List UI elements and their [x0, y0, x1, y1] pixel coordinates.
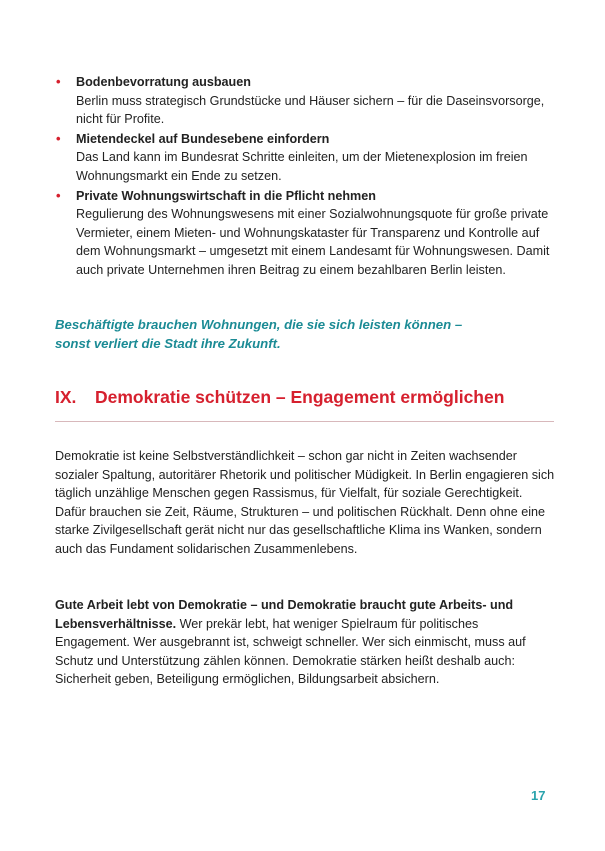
- bullet-marker: •: [56, 74, 61, 89]
- paragraph-lead: Gute Arbeit lebt von Demokratie – und Demokratie braucht gute Arbeits- und Lebensverhältnisse.: [55, 598, 514, 631]
- bullet-marker: •: [56, 130, 61, 146]
- bullet-marker: •: [56, 187, 61, 203]
- section-number: IX.: [55, 387, 77, 407]
- section-divider: [55, 421, 554, 422]
- list-item-title: Private Wohnungswirtschaft in die Pflicht nehmen: [76, 188, 376, 203]
- list-item: [55, 187, 555, 280]
- list-item: [55, 130, 555, 186]
- list-item: [55, 73, 555, 129]
- page-number: 17: [531, 788, 546, 803]
- paragraph-body: Wer prekär lebt, hat weniger Spielraum für politisches Engagement. Wer ausgebrannt ist, schweigt schneller. Wer sich einmischt, muss auf Schutz und Unterstützung zählen können. Demokratie stärken heißt deshalb auch: Sicherheit geben, Beteiligung ermöglichen, Bildungsarbeit absichern.: [55, 616, 526, 687]
- callout-line-2: sonst verliert die Stadt ihre Zukunft.: [55, 336, 281, 351]
- section-title: Demokratie schützen – Engagement ermöglichen: [95, 387, 505, 407]
- section-heading: [55, 385, 555, 409]
- list-item-title: Mietendeckel auf Bundesebene einfordern: [76, 131, 330, 146]
- paragraph-good-work: [55, 596, 555, 689]
- demand-list: [55, 73, 555, 281]
- list-item-text: Das Land kann im Bundesrat Schritte einleiten, um der Mietenexplosion im freien Wohnungsmarkt ein Ende zu setzen.: [76, 150, 528, 183]
- paragraph-democracy: Demokratie ist keine Selbstverständlichkeit – schon gar nicht in Zeiten wachsender sozialer Spaltung, autoritärer Rhetorik und politischer Müdigkeit. In Berlin engagieren sich täglich unzählige Menschen gegen Rassismus, für Vielfalt, für soziale Gerechtigkeit. Dafür brauchen sie Zeit, Räume, Strukturen – und politischen Rückhalt. Denn ohne eine starke Zivilgesellschaft gerät nicht nur das gesellschaftliche Klima ins Wanken, sondern auch das Fundament solidarischen Zusammenlebens.: [55, 449, 555, 556]
- list-item-text: Regulierung des Wohnungswesens mit einer Sozialwohnungsquote für große private Vermieter, einem Mieten- und Wohnungskataster für Transparenz und Kontrolle auf dem Wohnungsmarkt – umgesetzt mit einem Landesamt für Wohnungswesen. Damit auch private Unternehmen ihren Beitrag zu einem bezahlbaren Berlin leisten.: [76, 207, 550, 277]
- callout-line-1: Beschäftigte brauchen Wohnungen, die sie sich leisten können –: [55, 317, 463, 332]
- callout-quote: [55, 315, 555, 353]
- list-item-title: Bodenbevorratung ausbauen: [76, 75, 251, 89]
- list-item-text: Berlin muss strategisch Grundstücke und Häuser sichern – für die Daseinsvorsorge, nicht für Profite.: [76, 93, 545, 127]
